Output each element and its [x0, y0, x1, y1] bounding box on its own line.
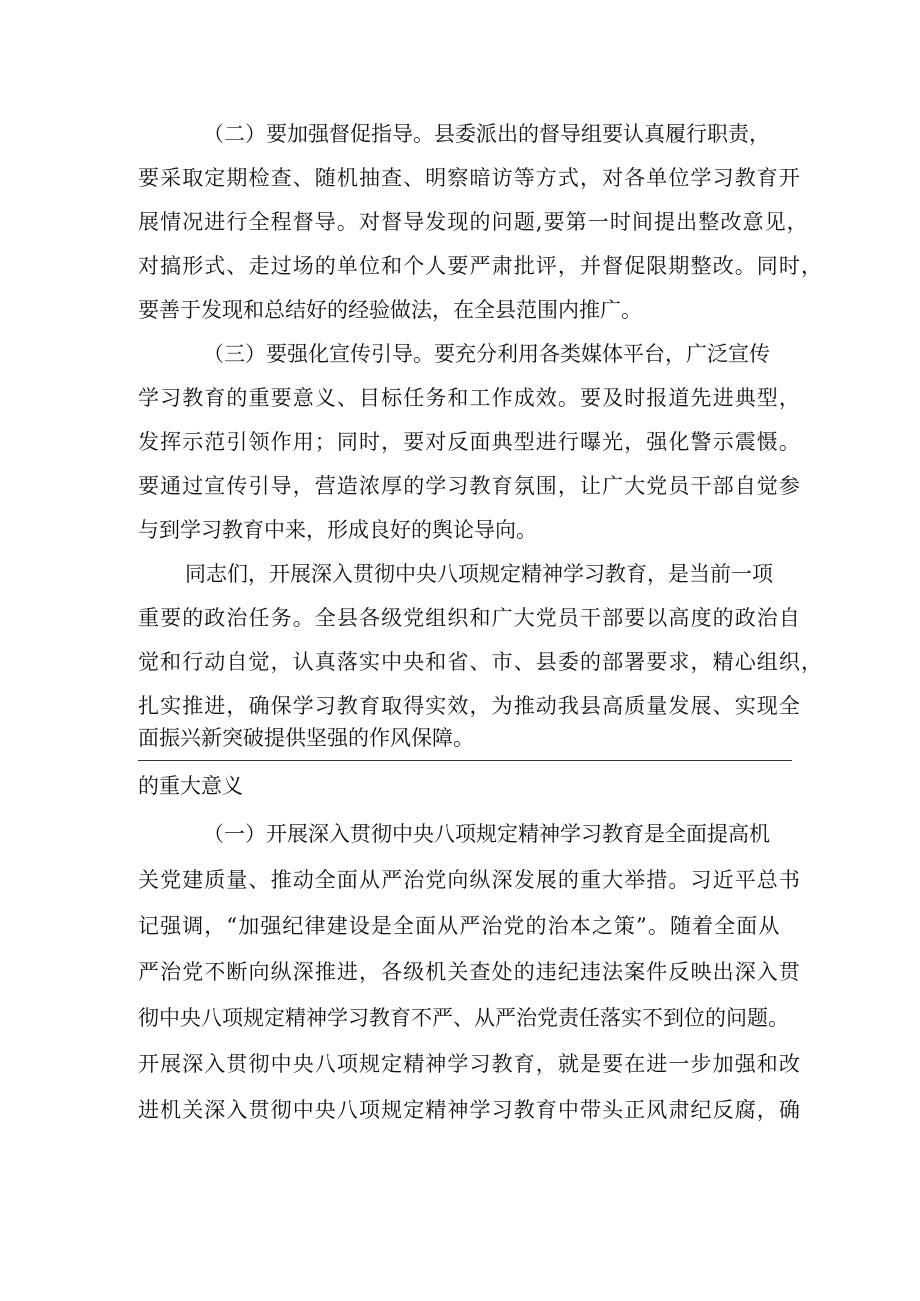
heading-line: 的重大意义 [138, 774, 243, 798]
text-line: 学习教育的重要意义、目标任务和工作成效。要及时报道先进典型， [138, 386, 801, 410]
text-line: （二）要加强督促指导。县委派出的督导组要认真履行职责， [203, 122, 770, 146]
text-line: 对搞形式、走过场的单位和个人要严肃批评，并督促限期整改。同时， [138, 254, 824, 278]
section-divider [138, 760, 792, 761]
text-line: 要通过宣传引导，营造浓厚的学习教育氛围，让广大党员干部自觉参 [138, 474, 801, 498]
text-line: 同志们，开展深入贯彻中央八项规定精神学习教育，是当前一项 [185, 562, 773, 586]
text-line: （三）要强化宣传引导。要充分利用各类媒体平台，广泛宣传 [203, 342, 770, 366]
text-line: 觉和行动自觉，认真落实中央和省、市、县委的部署要求，精心组织， [138, 650, 824, 674]
text-line: 扎实推进，确保学习教育取得实效，为推动我县高质量发展、实现全 [138, 694, 801, 718]
text-line: （一）开展深入贯彻中央八项规定精神学习教育是全面提高机 [203, 822, 770, 846]
text-line: 严治党不断向纵深推进，各级机关查处的违纪违法案件反映出深入贯 [138, 960, 801, 984]
text-line: 要采取定期检查、随机抽查、明察暗访等方式，对各单位学习教育开 [138, 166, 801, 190]
text-line: 要善于发现和总结好的经验做法，在全县范围内推广。 [138, 298, 642, 322]
text-line: 记强调，“加强纪律建设是全面从严治党的治本之策”。随着全面从 [138, 914, 781, 938]
text-line: 关党建质量、推动全面从严治党向纵深发展的重大举措。习近平总书 [138, 868, 801, 892]
text-line: 与到学习教育中来，形成良好的舆论导向。 [138, 518, 537, 542]
text-line: 进机关深入贯彻中央八项规定精神学习教育中带头正风肃纪反腐，确 [138, 1098, 801, 1122]
text-line: 重要的政治任务。全县各级党组织和广大党员干部要以高度的政治自 [138, 606, 801, 630]
text-line: 展情况进行全程督导。对督导发现的问题,要第一时间提出整改意见， [138, 210, 809, 234]
text-line: 彻中央八项规定精神学习教育不严、从严治党责任落实不到位的问题。 [138, 1006, 789, 1030]
text-line: 发挥示范引领作用；同时，要对反面典型进行曝光，强化警示震慑。 [138, 430, 801, 454]
text-line: 开展深入贯彻中央八项规定精神学习教育，就是要在进一步加强和改 [138, 1052, 801, 1076]
text-line: 面振兴新突破提供坚强的作风保障。 [138, 726, 474, 750]
